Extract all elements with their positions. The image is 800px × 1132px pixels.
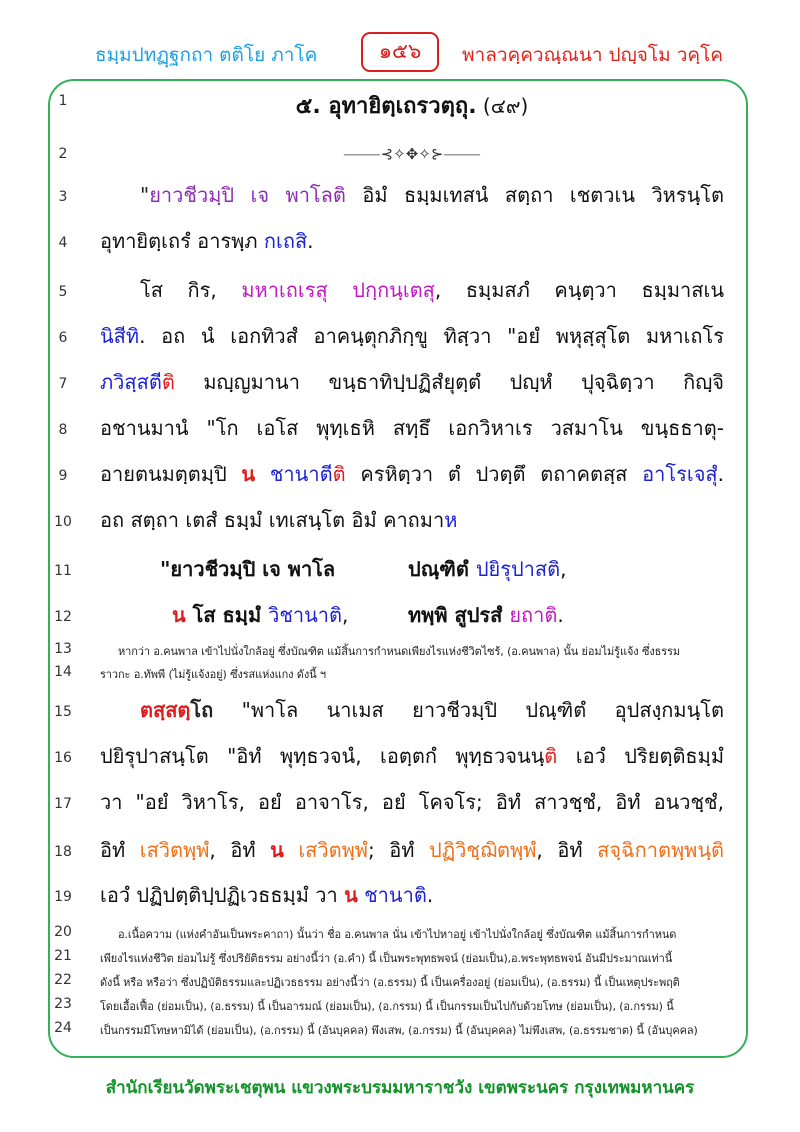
- text-segment: . อถ นํ เอกทิวสํ อาคนฺตุกภิกฺขู ทิสฺวา "อยํ พหุสฺสุโต มหาเถโร: [139, 324, 724, 348]
- negation-highlight: น: [270, 838, 284, 862]
- text-segment: โส ธมฺมํ: [185, 603, 269, 627]
- text-segment: โส กิร,: [140, 278, 242, 302]
- text-line-15: [140, 687, 724, 733]
- term-highlight: เสวิตพฺพํ: [139, 838, 210, 862]
- text-segment: อชานมานํ "โก เอโส พุทฺเธหิ สทฺธึ เอกวิหาเร วสมาโน ขนฺธธาตุ-: [100, 416, 724, 440]
- commentary-opening: ตสฺสตฺ: [140, 698, 191, 722]
- text-line-8: [100, 405, 724, 451]
- clause-highlight: มหาเถเรสุ ปกฺกนฺเตสุ: [241, 278, 435, 302]
- text-segment: , ธมฺมสภํ คนฺตฺวา ธมฺมาสเน: [434, 278, 724, 302]
- verse-opening-word: พาโลติ: [285, 183, 346, 207]
- text-line-9: [100, 451, 724, 497]
- line-number: 2: [58, 146, 68, 162]
- line-number: 17: [54, 796, 72, 812]
- line-number: 13: [54, 641, 72, 657]
- verb-highlight: ชานาตี: [269, 462, 333, 486]
- verb-highlight: ห: [444, 508, 458, 532]
- text-segment: "พาโล นาเมส ยาวชีวมฺปิ ปณฺฑิตํ อุปสงฺกมนฺโต: [213, 698, 724, 722]
- punct: ,: [342, 603, 349, 627]
- text-line-4: [100, 218, 724, 264]
- line-number: 7: [58, 376, 68, 392]
- translation-line-21: เพียงไรแห่งชีวิต ย่อมไม่รู้ ซึ่งปริยัติธรรม อย่างนี้ว่า (อ.คำ) นี้ เป็นพระพุทธพจน์ (ย่อมเป็น),อ.พระพุทธพจน์ อันมีประมาณเท่านี้: [100, 952, 673, 965]
- translation-line-24: เป็นกรรมมีโทษหามิได้ (ย่อมเป็น), (อ.กรรม) นี้ (อันบุคคล) พึงเสพ, (อ.กรรม) นี้ (อันบุคคล) ไม่พึงเสพ, (อ.ธรรมชาต) นี้ (อันบุคคล): [100, 1024, 698, 1037]
- punct: .: [426, 883, 434, 907]
- iti-particle: ติ: [161, 370, 175, 394]
- negation-highlight: น: [172, 603, 186, 627]
- text-line-6: [100, 313, 724, 359]
- line-number: 14: [54, 664, 72, 680]
- text-segment: อถ สตฺถา เตสํ ธมฺมํ เทเสนฺโต อิมํ คาถมา: [100, 508, 445, 532]
- term-highlight: สจฺฉิกาตพฺพนฺติ: [597, 838, 724, 862]
- space: [284, 838, 299, 862]
- line-number: 22: [54, 972, 72, 988]
- line-number: 10: [54, 514, 72, 530]
- clause-highlight: ยถาติ: [509, 603, 558, 627]
- text-segment: อิมํ ธมฺมเทสนํ สตฺถา เชตวเน วิหรนฺโต: [345, 183, 725, 207]
- space: [269, 183, 285, 207]
- verse-half-a: "ยาวชีวมฺปิ เจ พาโล: [160, 557, 336, 581]
- term-highlight: เสวิตพฺพํ: [298, 838, 368, 862]
- iti-particle: ติ: [332, 462, 346, 486]
- text-line-17: [100, 779, 724, 825]
- line-number: 15: [54, 704, 72, 720]
- line-number: 23: [54, 996, 72, 1012]
- verb-highlight: นิสีทิ: [100, 324, 140, 348]
- story-title-text: ๕. อุทายิตฺเถรวตฺถุ.: [295, 94, 477, 119]
- translation-line-23: โดยเอื้อเฟื้อ (ย่อมเป็น), (อ.ธรรม) นี้ เป็นอารมณ์ (ย่อมเป็น), (อ.กรรม) นี้ เป็นกรรมเป็นไปกับด้วยโทษ (ย่อมเป็น), (อ.กรรม) นี้: [100, 1000, 674, 1013]
- line-number: 16: [54, 750, 72, 766]
- verb-highlight: อาโรเจสุํ: [642, 462, 718, 486]
- space: [255, 462, 270, 486]
- line-number: 11: [54, 563, 72, 579]
- header-chapter-title: พาลวคฺควณฺณนา ปญฺจโม วคฺโค: [462, 44, 723, 66]
- line-number: 20: [54, 924, 72, 940]
- text-line-3: [140, 172, 724, 218]
- text-line-18: [100, 827, 724, 873]
- translation-line-22: ดังนี้ หรือ หรือว่า ซึ่งปฏิบัติธรรมและปฏิเวธธรรม อย่างนี้ว่า (อ.ธรรม) นี้ เป็นเครื่องอยู่ (ย่อมเป็น), (อ.ธรรม) นี้ เป็นเหตุประพฤติ: [100, 976, 680, 989]
- text-line-5: [140, 267, 724, 313]
- line-number: 6: [58, 330, 68, 346]
- header-book-title: ธมฺมปทฏฺฐกถา ตติโย ภาโค: [95, 44, 318, 66]
- text-segment: เอวํ ปฏิปตฺติปฺปฏิเวธธมฺมํ วา: [100, 883, 345, 907]
- verse-half-b: ปณฺฑิตํ: [408, 557, 476, 581]
- line-number: 12: [54, 609, 72, 625]
- text-segment: ทพฺพิ สูปรสํ: [408, 603, 510, 627]
- line-number: 3: [58, 189, 68, 205]
- translation-line-13: หากว่า อ.คนพาล เข้าไปนั่งใกล้อยู่ ซึ่งบัณฑิต แม้สิ้นการกำหนดเพียงไรแห่งชีวิตไซร้, (อ.คนพาล) นั้น ย่อมไม่รู้แจ้ง ซึ่งธรรม: [118, 645, 680, 658]
- line-number: 1: [58, 93, 68, 109]
- verb-highlight: ภวิสฺสตี: [100, 370, 162, 394]
- text-line-7: [100, 359, 724, 405]
- story-title: [100, 88, 724, 123]
- translation-line-14: ราวกะ อ.ทัพพี (ไม่รู้แจ้งอยู่) ซึ่งรสแห่งแกง ดังนี้ ฯ: [100, 668, 327, 681]
- text-segment: วา "อยํ วิหาโร, อยํ อาจาโร, อยํ โคจโร; อิทํ สาวชฺชํ, อิทํ อนวชฺชํ,: [100, 790, 724, 814]
- verb-highlight: ปยิรุปาสติ: [475, 557, 561, 581]
- line-number: 18: [54, 844, 72, 860]
- story-title-number: (๔๙): [476, 94, 529, 118]
- line-number: 8: [58, 422, 68, 438]
- text-segment: , อิทํ: [536, 838, 598, 862]
- text-segment: เอวํ ปริยตฺติธมฺมํ: [557, 744, 725, 768]
- verb-highlight: วิชานาติ: [268, 603, 343, 627]
- verb-highlight: ชานาติ: [364, 883, 427, 907]
- text-segment: ปยิรุปาสนฺโต "อิทํ พุทฺธวจนํ, เอตฺตกํ พุทฺธวจนนฺ: [100, 744, 545, 768]
- text-line-19: [100, 872, 724, 918]
- text-segment: อิทํ: [100, 838, 140, 862]
- text-segment: ครหิตฺวา ตํ ปวตฺตึ ตถาคตสฺส: [345, 462, 643, 486]
- ornament-divider: ⸻⊰✧✥✧⊱⸻: [343, 145, 481, 163]
- footer-institution: สำนักเรียนวัดพระเชตุพน แขวงพระบรมมหาราชวัง เขตพระนคร กรุงเทพมหานคร: [105, 1078, 695, 1098]
- text-line-16: [100, 733, 724, 779]
- iti-particle: ติ: [544, 744, 558, 768]
- text-segment: ; อิทํ: [367, 838, 430, 862]
- text-segment: , อิทํ: [209, 838, 271, 862]
- negation-highlight: น: [241, 462, 256, 486]
- line-number: 9: [58, 468, 68, 484]
- line-number: 5: [58, 284, 68, 300]
- page-number-badge: ๑๕๖: [361, 32, 439, 72]
- punct: .: [307, 229, 314, 253]
- punct: .: [557, 603, 564, 627]
- verse-opening: ยาวชีวมฺปิ เจ: [149, 183, 270, 207]
- text-segment: อายตนมตฺตมฺปิ: [100, 462, 242, 486]
- line-number: 24: [54, 1020, 72, 1036]
- term-highlight: ปฏิวิชฺฌิตพฺพํ: [429, 838, 537, 862]
- translation-line-20: อ.เนื้อความ (แห่งคำอันเป็นพระคาถา) นั้นว่า ชื่อ อ.คนพาล นั่น เข้าไปหาอยู่ เข้าไปนั่งใกล้อยู่ ซึ่งบัณฑิต แม้สิ้นการกำหนด: [118, 928, 677, 941]
- line-number: 19: [54, 889, 72, 905]
- punct: ,: [560, 557, 567, 581]
- commentary-opening-end: โถ: [190, 698, 214, 722]
- punct: .: [717, 462, 724, 486]
- verb-highlight: กเถสิ: [263, 229, 308, 253]
- quote-mark: ": [140, 183, 150, 207]
- text-segment: มญฺญมานา ขนฺธาทิปฺปฏิสํยุตฺตํ ปญฺหํ ปุจฺฉิตฺวา กิญฺจิ: [174, 370, 724, 394]
- line-number: 4: [58, 235, 68, 251]
- text-segment: อุทายิตฺเถรํ อารพฺภ: [100, 229, 264, 253]
- line-number: 21: [54, 948, 72, 964]
- text-line-10: [100, 497, 724, 543]
- negation-highlight: น: [344, 883, 358, 907]
